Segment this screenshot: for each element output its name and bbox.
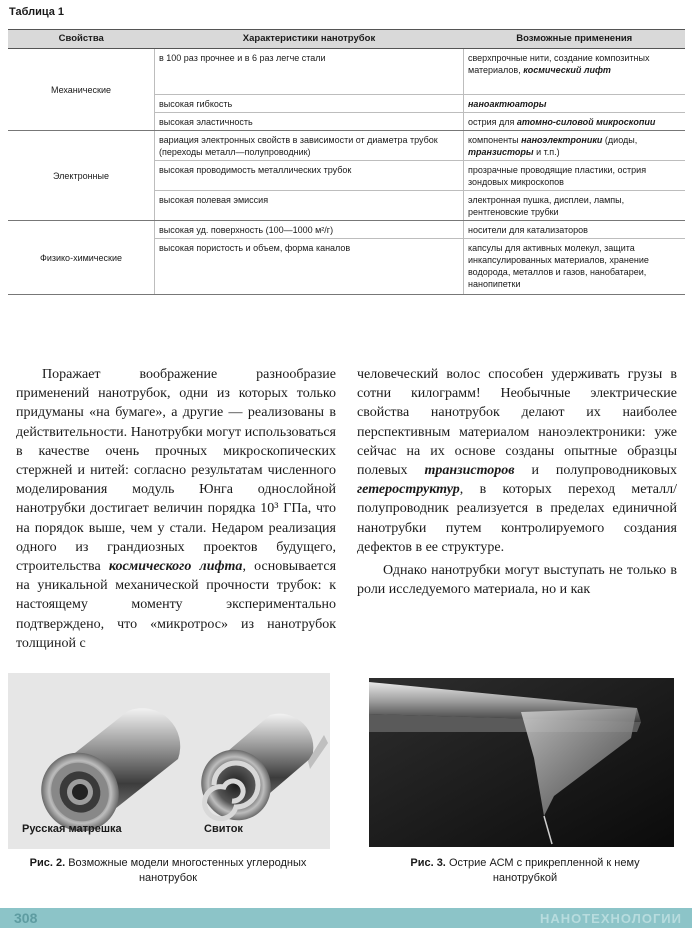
- figure-afm-tip: [369, 678, 674, 847]
- app-cell: острия для атомно-силовой микроскопии: [464, 113, 686, 131]
- header-characteristics: Характеристики нанотрубок: [155, 30, 464, 49]
- table-row: [8, 49, 685, 95]
- app-cell: носители для катализаторов: [464, 221, 686, 239]
- paragraph: Однако нанотрубки могут выступать не только в роли исследуемого материала, но и как: [357, 563, 677, 598]
- paragraph: Поражает воображение разнообразие применений нанотрубок, одни из которых только придуманы «на бумаге», а другие — реализованы в действительности. Нанотрубки могут использоваться в качестве очень прочных микроскопических стержней и нитей: согласно результатам численного моделирования модуль Юнга однослойной нанотрубки достигает величин порядка 10³ ГПа, что на порядок выше, чем у стали. Недаром реализация одного из грандиозных проектов будущего, строительства космического лифта, основывается на уникальной механической прочности трубок: к настоящему моменту экспериментально подтверждено, что «микротрос» из нанотрубок толщиной с: [16, 367, 337, 651]
- group-physchem: Физико-химические: [8, 221, 155, 295]
- header-properties: Свойства: [8, 30, 155, 49]
- figure-3-number: Рис. 3.: [410, 857, 446, 869]
- table-row: [8, 131, 685, 161]
- char-cell: высокая полевая эмиссия: [155, 191, 464, 221]
- section-title: НАНОТЕХНОЛОГИИ: [539, 911, 682, 926]
- figure-2-number: Рис. 2.: [29, 857, 66, 869]
- char-cell: высокая гибкость: [155, 95, 464, 113]
- table-caption: Таблица 1: [9, 6, 65, 18]
- app-cell: прозрачные проводящие пластики, острия зондовых микроскопов: [464, 161, 686, 191]
- char-cell: высокая пористость и объем, форма каналов: [155, 239, 464, 295]
- group-mechanical: Механические: [8, 49, 155, 131]
- figure-3-caption: [380, 856, 670, 886]
- header-applications: Возможные применения: [464, 30, 686, 49]
- figure-2-text: Возможные модели многостенных углеродных нанотрубок: [68, 857, 307, 884]
- paragraph: человеческий волос способен удерживать грузы в сотни килограмм! Необычные электрические свойства нанотрубок делают их наиболее перспективным материалом наноэлектроники: уже сейчас на их основе созданы опытные образцы полевых транзисторов и полупроводниковых гетероструктур, в которых переход металл/полупроводник реализуется в пределах единичной нанотрубки путем контролируемого создания дефектов в ее структуре.: [357, 367, 677, 555]
- afm-tip-photo: [369, 678, 674, 847]
- properties-table: [8, 29, 685, 295]
- app-cell: наноактюаторы: [464, 95, 686, 113]
- figure-2-caption: [18, 856, 318, 886]
- label-scroll: Свиток: [204, 823, 243, 835]
- app-cell: компоненты наноэлектроники (диоды, транзисторы и т.п.): [464, 131, 686, 161]
- app-cell: капсулы для активных молекул, защита инкапсулированных материалов, хранение водорода, металлов и газов, нанобатареи, нанопипетки: [464, 239, 686, 295]
- char-cell: высокая эластичность: [155, 113, 464, 131]
- body-column-right: [357, 365, 677, 599]
- char-cell: вариация электронных свойств в зависимости от диаметра трубок (переходы металл—полупроводник): [155, 131, 464, 161]
- scroll-model: [187, 714, 328, 835]
- char-cell: в 100 раз прочнее и в 6 раз легче стали: [155, 49, 464, 95]
- body-column-left: [16, 365, 336, 653]
- char-cell: высокая проводимость металлических трубок: [155, 161, 464, 191]
- table-row: [8, 221, 685, 239]
- label-matryoshka: Русская матрешка: [22, 823, 122, 835]
- app-cell: сверхпрочные нити, создание композитных материалов, космический лифт: [464, 49, 686, 95]
- char-cell: высокая уд. поверхность (100—1000 м²/г): [155, 221, 464, 239]
- figure-3-text: Острие АСМ с прикрепленной к нему нанотрубкой: [448, 857, 640, 884]
- page-number: 308: [14, 910, 38, 926]
- group-electronic: Электронные: [8, 131, 155, 221]
- app-cell: электронная пушка, дисплеи, лампы, рентгеновские трубки: [464, 191, 686, 221]
